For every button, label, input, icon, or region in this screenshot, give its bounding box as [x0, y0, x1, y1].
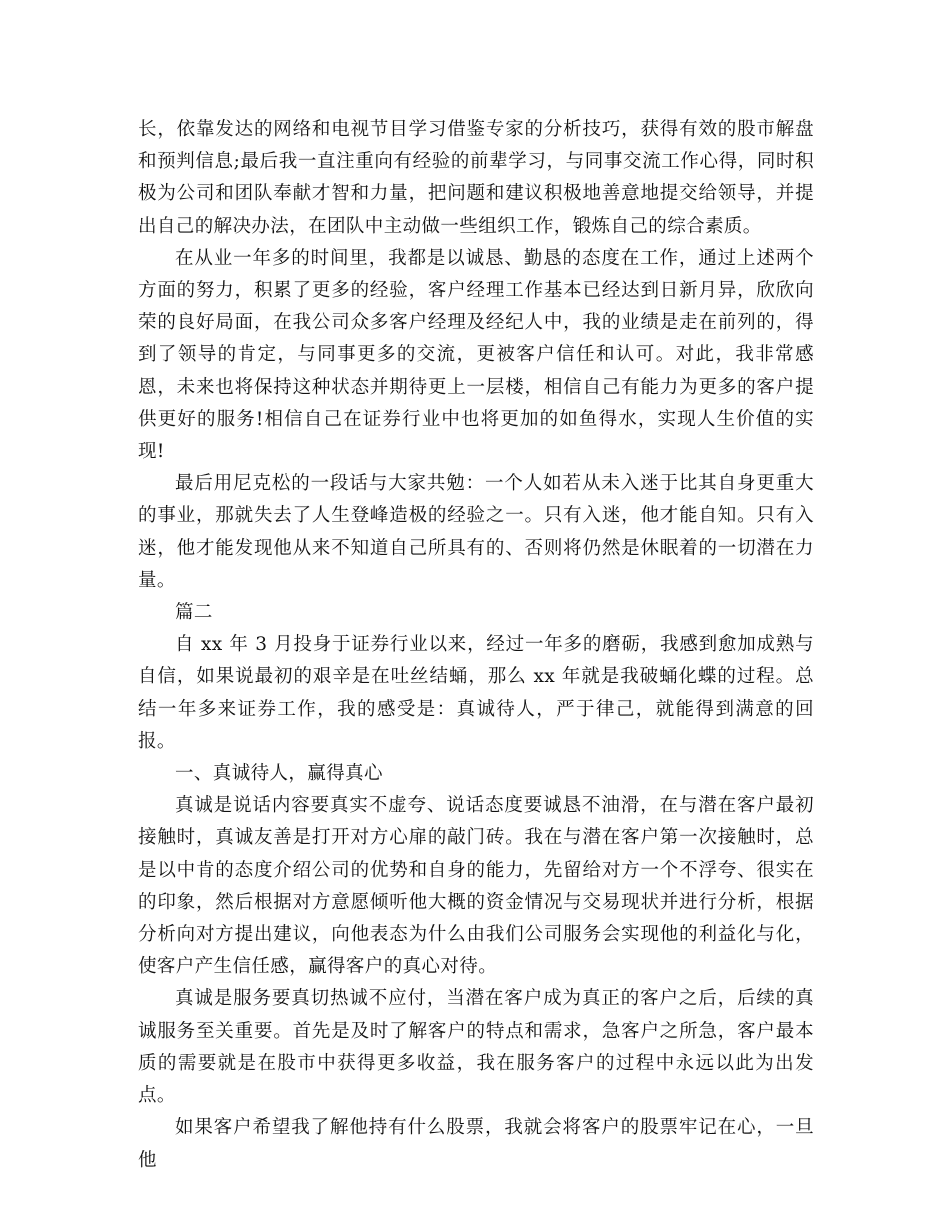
- paragraph-client-stocks: 如果客户希望我了解他持有什么股票，我就会将客户的股票牢记在心，一旦他: [138, 1117, 814, 1171]
- paragraph-sincere-service: 真诚是服务要真切热诚不应付，当潜在客户成为真正的客户之后，后续的真诚服务至关重要。首先是及时了解客户的特点和需求，急客户之所急，客户最本质的需要就是在股市中获得更多收益，我在服务客户的过程中永远以此为出发点。: [138, 988, 814, 1107]
- paragraph-nixon-quote: 最后用尼克松的一段话与大家共勉：一个人如若从未入迷于比其自身更重大的事业，那就失去了人生登峰造极的经验之一。只有入迷，他才能自知。只有入迷，他才能发现他从来不知道自己所具有的、否则将仍然是休眠着的一切潜在力量。: [138, 473, 814, 591]
- paragraph-sincere-speech: 真诚是说话内容要真实不虚夸、说话态度要诚恳不油滑，在与潜在客户最初接触时，真诚友善是打开对方心扉的敲门砖。我在与潜在客户第一次接触时，总是以中肯的态度介绍公司的优势和自身的能力，先留给对方一个不浮夸、很实在的印象，然后根据对方意愿倾听他大概的资金情况与交易现状并进行分析，根据分析向对方提出建议，向他表态为什么由我们公司服务会实现他的利益化与化，使客户产生信任感，赢得客户的真心对待。: [138, 795, 814, 978]
- section-heading-part-two: 篇二: [175, 602, 213, 624]
- document-body: [138, 114, 814, 1177]
- paragraph-continuation: 长，依靠发达的网络和电视节目学习借鉴专家的分析技巧，获得有效的股市解盘和预判信息;最后我一直注重向有经验的前辈学习，与同事交流工作心得，同时积极为公司和团队奉献才智和力量，把问题和建议积极地善意地提交给领导，并提出自己的解决办法，在团队中主动做一些组织工作，锻炼自己的综合素质。: [138, 119, 814, 237]
- subheading-sincerity: 一、真诚待人，赢得真心: [175, 763, 383, 785]
- paragraph-intro-part-two: 自 xx 年 3 月投身于证券行业以来，经过一年多的磨砺，我感到愈加成熟与自信，如果说最初的艰辛是在吐丝结蛹，那么 xx 年就是我破蛹化蝶的过程。总结一年多来证券工作，我的感受是：真诚待人，严于律己，就能得到满意的回报。: [138, 634, 814, 752]
- paragraph-career-summary: 在从业一年多的时间里，我都是以诚恳、勤恳的态度在工作，通过上述两个方面的努力，积累了更多的经验，客户经理工作基本已经达到日新月异，欣欣向荣的良好局面，在我公司众多客户经理及经纪人中，我的业绩是走在前列的，得到了领导的肯定，与同事更多的交流，更被客户信任和认可。对此，我非常感恩，未来也将保持这种状态并期待更上一层楼，相信自己有能力为更多的客户提供更好的服务!相信自己在证券行业中也将更加的如鱼得水，实现人生价值的实现!: [138, 247, 814, 463]
